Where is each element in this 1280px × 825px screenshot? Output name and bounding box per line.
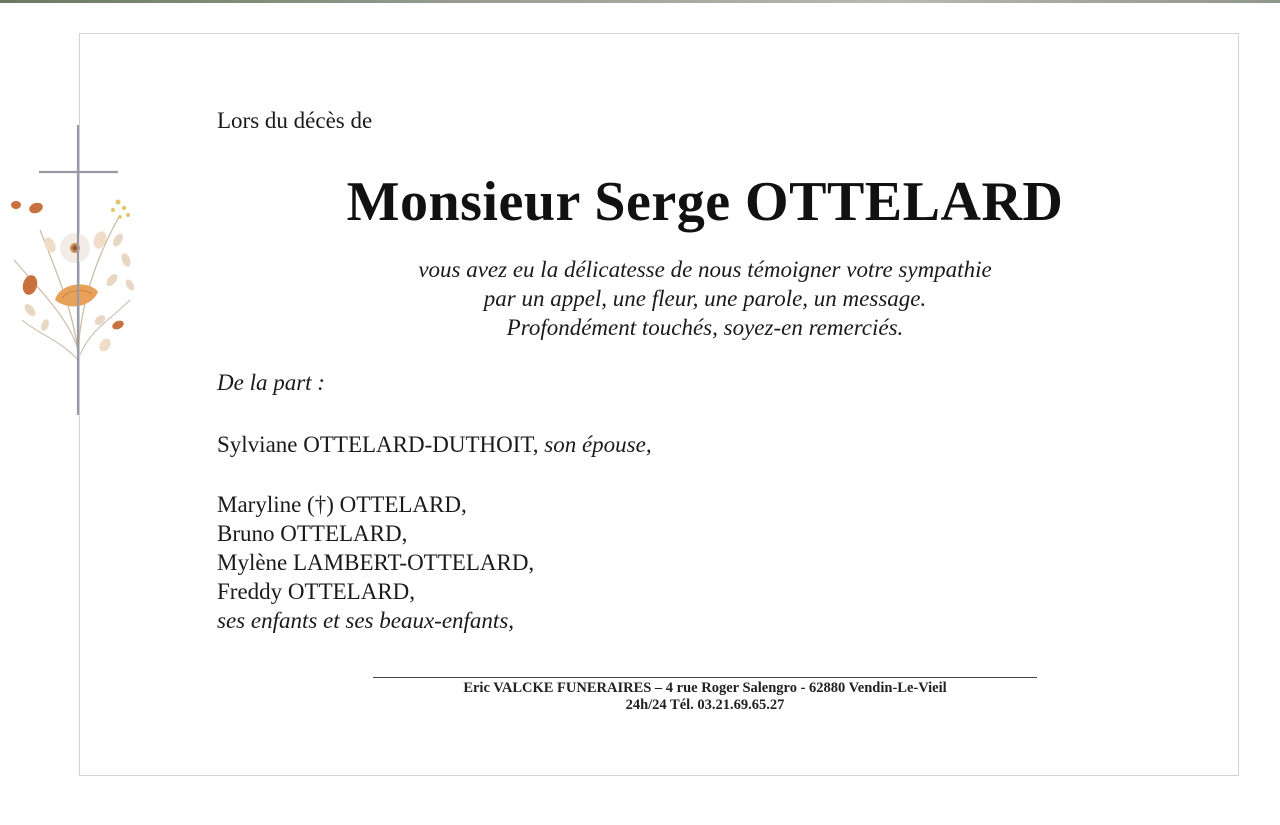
card-border (79, 33, 1239, 776)
scan-top-edge (0, 0, 1280, 3)
from-label: De la part : (217, 370, 325, 395)
footer-divider (373, 677, 1037, 678)
thanks-line: par un appel, une fleur, une parole, un message. (483, 286, 927, 311)
child-name: Mylène LAMBERT-OTTELARD, (217, 550, 535, 575)
footer-address: Eric VALCKE FUNERAIRES – 4 rue Roger Salengro - 62880 Vendin-Le-Vieil (463, 680, 947, 696)
intro-text: Lors du décès de (217, 108, 373, 133)
footer-phone: 24h/24 Tél. 03.21.69.65.27 (625, 697, 785, 713)
funeral-home-footer (363, 680, 1047, 714)
child-name: Bruno OTTELARD, (217, 521, 408, 546)
spouse-line (217, 432, 652, 458)
child-name: Freddy OTTELARD, (217, 579, 416, 604)
child-name: Maryline (†) OTTELARD, (217, 492, 467, 517)
spouse-name: Sylviane OTTELARD-DUTHOIT, (217, 432, 539, 457)
deceased-name: Monsieur Serge OTTELARD (346, 171, 1064, 233)
children-relation: ses enfants et ses beaux-enfants, (217, 608, 515, 633)
spouse-relation: son épouse, (544, 432, 652, 457)
thanks-line: vous avez eu la délicatesse de nous témoigner votre sympathie (418, 257, 992, 282)
children-list (217, 490, 534, 635)
thanks-line: Profondément touchés, soyez-en remerciés. (506, 315, 904, 340)
thanks-message (0, 255, 1280, 342)
